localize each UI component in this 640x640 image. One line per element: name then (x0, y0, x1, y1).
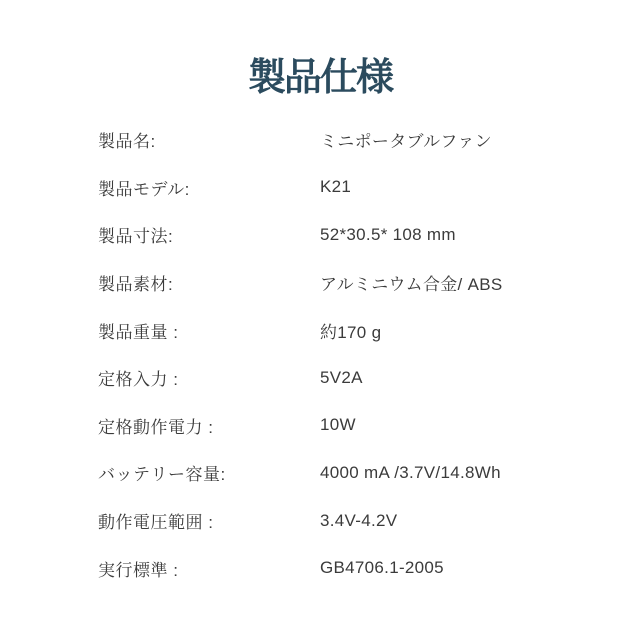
spec-value: K21 (320, 177, 352, 197)
spec-value: アルミニウム合金/ ABS (320, 275, 503, 295)
spec-row (98, 497, 600, 545)
spec-label: 製品寸法: (98, 227, 174, 247)
spec-row (98, 116, 600, 164)
spec-label: 製品モデル: (98, 179, 190, 199)
spec-label: 定格動作電力 : (98, 417, 214, 437)
spec-row (98, 402, 600, 450)
spec-row (98, 164, 600, 212)
spec-table (98, 116, 600, 592)
spec-row (98, 259, 600, 307)
spec-label: 実行標準 : (98, 560, 179, 580)
spec-label: 製品名: (98, 132, 156, 152)
spec-label: 定格入力 : (98, 370, 179, 390)
spec-value: 52*30.5* 108 mm (320, 224, 456, 244)
spec-label: 製品重量 : (98, 322, 179, 342)
page-title: 製品仕様 (247, 57, 392, 99)
spec-label: 製品素材: (98, 275, 174, 295)
spec-row (98, 211, 600, 259)
spec-value: 4000 mA /3.7V/14.8Wh (320, 462, 501, 482)
spec-row (98, 306, 600, 354)
spec-value: 約170 g (320, 322, 382, 342)
spec-value: 3.4V-4.2V (320, 510, 398, 530)
spec-value: ミニポータブルファン (320, 132, 492, 152)
spec-row (98, 354, 600, 402)
spec-row (98, 544, 600, 592)
spec-value: GB4706.1-2005 (320, 558, 444, 578)
spec-row (98, 449, 600, 497)
spec-label: 動作電圧範囲 : (98, 513, 214, 533)
spec-value: 10W (320, 415, 356, 435)
spec-value: 5V2A (320, 367, 363, 387)
spec-label: バッテリー容量: (98, 465, 226, 485)
